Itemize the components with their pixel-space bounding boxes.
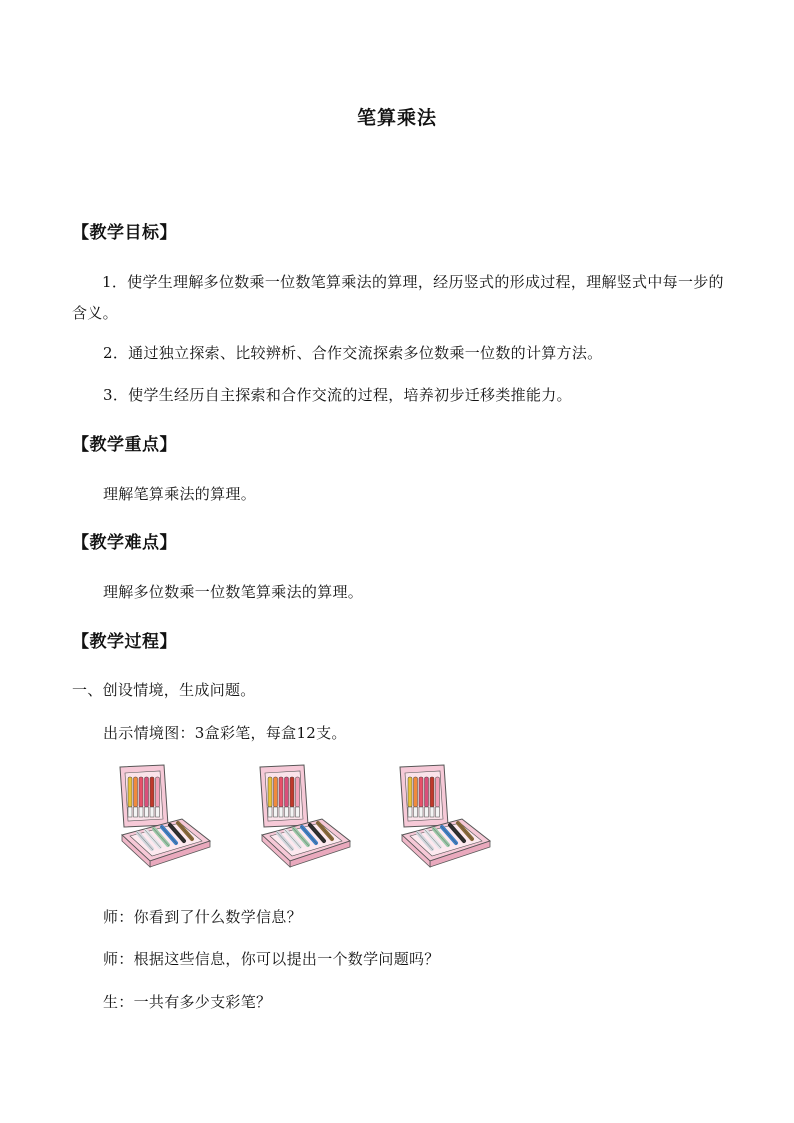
heading-difficulty: 【教学难点】 — [72, 533, 177, 553]
scene-image — [112, 763, 502, 868]
dialogue-1: 师：你看到了什么数学信息？ — [103, 908, 302, 926]
pen-box-3 — [392, 763, 492, 868]
key-text: 理解笔算乘法的算理。 — [103, 485, 257, 503]
heading-process: 【教学过程】 — [72, 632, 177, 652]
pen-upper — [425, 777, 429, 807]
heading-goals: 【教学目标】 — [72, 223, 177, 243]
goal-item-2: 2．通过独立探索、比较辨析、合作交流探索多位数乘一位数的计算方法。 — [103, 344, 603, 362]
page-title: 笔算乘法 — [356, 107, 437, 129]
pen-upper — [408, 777, 412, 807]
pen-box-drawing — [252, 763, 352, 868]
goal-item-3: 3．使学生经历自主探索和合作交流的过程，培养初步迁移类推能力。 — [103, 386, 572, 404]
pen-upper — [150, 777, 154, 807]
show-scene-text: 出示情境图：3盒彩笔，每盒12支。 — [103, 724, 347, 742]
pen-upper — [145, 777, 149, 807]
heading-key: 【教学重点】 — [72, 435, 177, 455]
pen-box-2 — [252, 763, 352, 868]
pen-upper — [430, 777, 434, 807]
pen-upper — [296, 777, 300, 807]
pen-upper — [414, 777, 418, 807]
pen-upper — [128, 777, 132, 807]
pen-upper — [134, 777, 138, 807]
pen-upper — [436, 777, 440, 807]
pen-upper — [274, 777, 278, 807]
pen-upper — [419, 777, 423, 807]
step-1: 一、创设情境，生成问题。 — [72, 681, 256, 699]
pen-upper — [285, 777, 289, 807]
pen-upper — [268, 777, 272, 807]
pen-box-drawing — [112, 763, 212, 868]
pen-upper — [139, 777, 143, 807]
pen-upper — [156, 777, 160, 807]
pen-box-1 — [112, 763, 212, 868]
dialogue-3: 生：一共有多少支彩笔？ — [103, 993, 272, 1011]
pen-upper — [290, 777, 294, 807]
pen-upper — [279, 777, 283, 807]
goal-item-1: 1．使学生理解多位数乘一位数笔算乘法的算理，经历竖式的形成过程，理解竖式中每一步的含义。 — [72, 273, 724, 322]
dialogue-2: 师：根据这些信息，你可以提出一个数学问题吗？ — [103, 950, 440, 968]
pen-box-drawing — [392, 763, 492, 868]
difficulty-text: 理解多位数乘一位数笔算乘法的算理。 — [103, 583, 364, 601]
